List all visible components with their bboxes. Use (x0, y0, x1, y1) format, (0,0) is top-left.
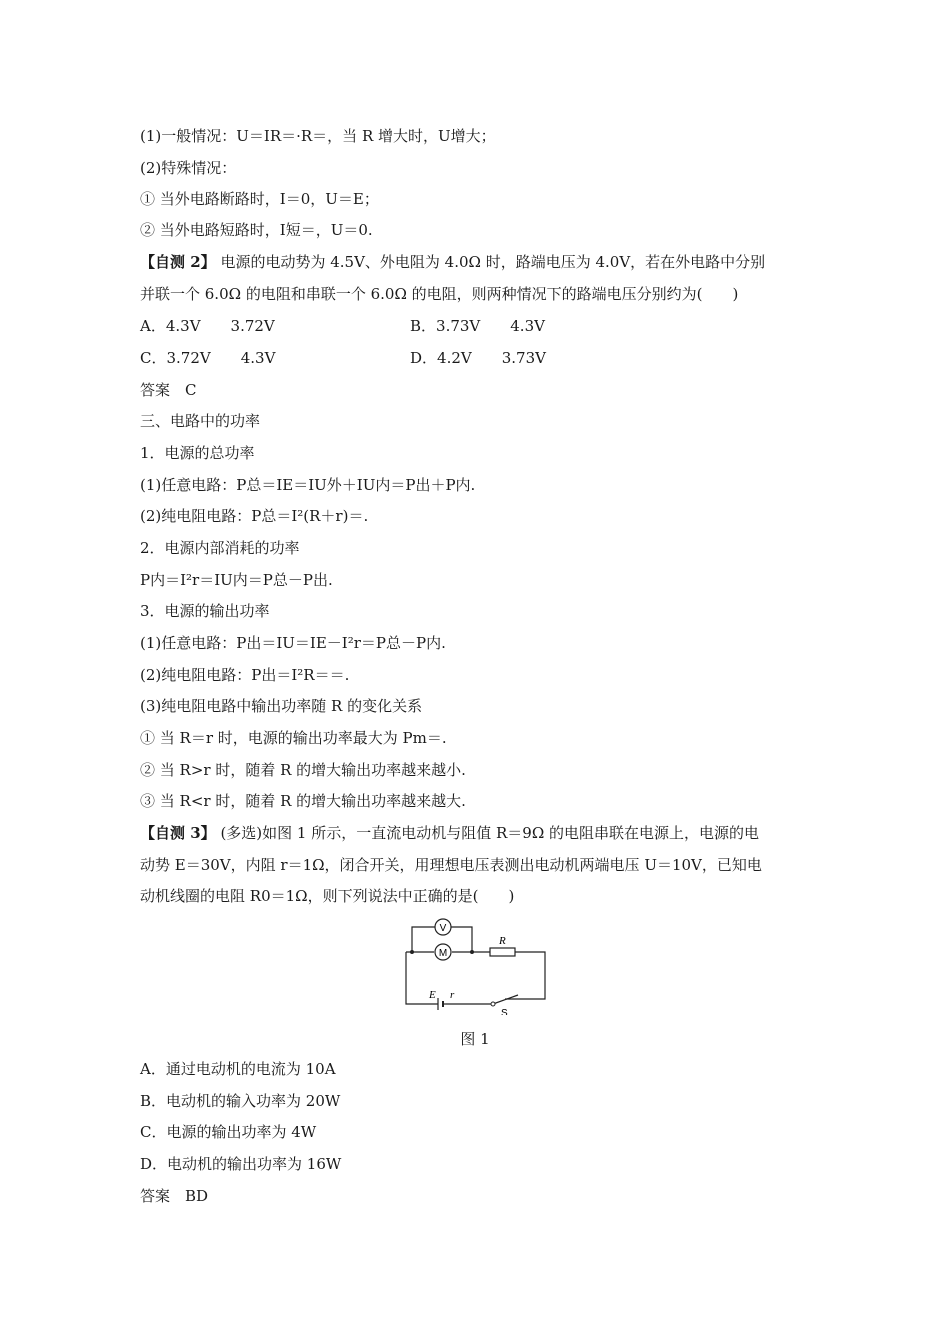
special-case-heading: (2)特殊情况： (140, 159, 237, 177)
open-circuit-line: ① 当外电路断路时，I＝0，U＝E； (140, 190, 379, 208)
total-power-pure-resistor: (2)纯电阻电路：P总＝I²(R＋r)＝. (140, 507, 369, 525)
self-test-3-line-3: 动机线圈的电阻 R0＝1Ω，则下列说法中正确的是( ) (140, 887, 515, 905)
question-3-option-a: A．通过电动机的电流为 10A (140, 1060, 336, 1078)
question-3-option-b: B．电动机的输入功率为 20W (140, 1092, 341, 1110)
emf-label: E (429, 989, 436, 1001)
resistor-label: R (499, 935, 506, 947)
option-c: C．3.72V 4.3V (140, 349, 276, 367)
self-test-2-tag: 【自测 2】 (140, 253, 216, 271)
figure-caption: 图 1 (460, 1030, 490, 1048)
self-test-2-text-1: 电源的电动势为 4.5V、外电阻为 4.0Ω 时，路端电压为 4.0V，若在外电路中分别 (215, 253, 766, 271)
internal-power-heading: 2．电源内部消耗的功率 (140, 539, 300, 557)
option-b: B．3.73V 4.3V (410, 317, 545, 335)
output-power-heading: 3．电源的输出功率 (140, 602, 270, 620)
output-power-any-circuit: (1)任意电路：P出＝IU＝IE－I²r＝P总－P内. (140, 634, 446, 652)
internal-power-formula: P内＝I²r＝IU内＝P总－P出. (140, 571, 333, 589)
short-circuit-line: ② 当外电路短路时，I短＝，U＝0. (140, 221, 373, 239)
general-case-line: (1)一般情况：U＝IR＝·R＝，当 R 增大时，U增大； (140, 127, 496, 145)
output-power-increasing: ③ 当 R<r 时，随着 R 的增大输出功率越来越大. (140, 792, 466, 810)
internal-resistance-label: r (450, 989, 455, 1001)
self-test-3-tag: 【自测 3】 (140, 824, 216, 842)
total-power-heading: 1．电源的总功率 (140, 444, 255, 462)
output-power-max: ① 当 R＝r 时，电源的输出功率最大为 Pm＝. (140, 729, 447, 747)
self-test-3-line-1 (140, 823, 759, 843)
option-a: A．4.3V 3.72V (140, 317, 275, 335)
junction-dot-right (470, 950, 474, 954)
self-test-2-line-2: 并联一个 6.0Ω 的电阻和串联一个 6.0Ω 的电阻，则两种情况下的路端电压分别约为( ) (140, 285, 739, 303)
self-test-2-line-1 (140, 252, 765, 272)
section-3-heading: 三、电路中的功率 (140, 412, 261, 430)
self-test-3-text-1: (多选)如图 1 所示，一直流电动机与阻值 R＝9Ω 的电阻串联在电源上，电源的电 (215, 824, 760, 842)
output-power-relation-heading: (3)纯电阻电路中输出功率随 R 的变化关系 (140, 697, 423, 715)
resistor-symbol (490, 948, 515, 956)
question-3-option-d: D．电动机的输出功率为 16W (140, 1155, 342, 1173)
self-test-3-line-2: 动势 E＝30V，内阻 r＝1Ω，闭合开关，用理想电压表测出电动机两端电压 U＝10V，已知电 (140, 856, 762, 874)
total-power-any-circuit: (1)任意电路：P总＝IE＝IU外＋IU内＝P出＋P内. (140, 476, 476, 494)
voltmeter-label: V (439, 923, 447, 934)
junction-dot-left (410, 950, 414, 954)
switch-contact (491, 1002, 495, 1006)
output-power-decreasing: ② 当 R>r 时，随着 R 的增大输出功率越来越小. (140, 761, 466, 779)
option-d: D．4.2V 3.73V (410, 349, 546, 367)
answer-3: 答案 BD (140, 1187, 209, 1205)
switch-label: S (501, 1008, 508, 1015)
output-power-pure-resistor: (2)纯电阻电路：P出＝I²R＝＝. (140, 666, 350, 684)
question-3-option-c: C．电源的输出功率为 4W (140, 1123, 317, 1141)
motor-label: M (438, 948, 448, 959)
circuit-diagram (398, 915, 548, 1015)
answer-2: 答案 C (140, 381, 197, 399)
